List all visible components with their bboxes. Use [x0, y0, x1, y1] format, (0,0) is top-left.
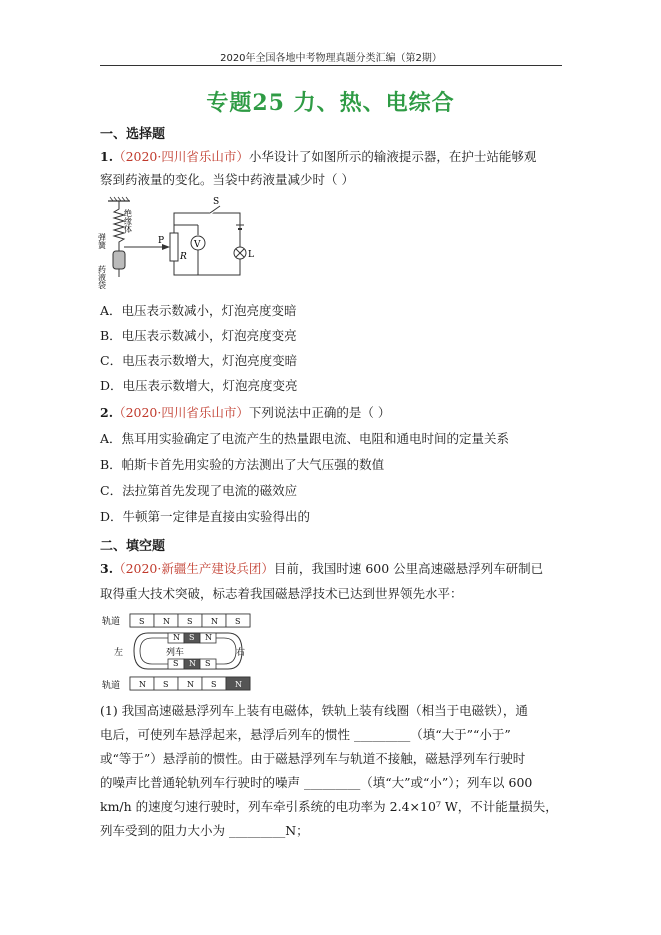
train-top-pole-label: N [173, 633, 180, 642]
track-top-pole-label: S [139, 617, 145, 626]
track-bottom-pole-label: S [211, 680, 217, 689]
track-bottom-pole-label: N [235, 680, 242, 689]
track-bottom-pole-label: S [163, 680, 169, 689]
track-bottom-pole-label: N [139, 680, 146, 689]
label-track-bottom: 轨道 [102, 681, 121, 691]
header-rule [100, 65, 562, 66]
q3-line-2: 取得重大技术突破，标志着我国磁悬浮技术已达到世界领先水平： [100, 586, 463, 601]
q2-option-a: A．焦耳用实验确定了电流产生的热量跟电流、电阻和通电时间的定量关系 [100, 431, 510, 446]
label-V: V [194, 240, 201, 250]
page-header: 2020年全国各地中考物理真题分类汇编（第2期） [220, 53, 442, 64]
label-bag: 药液袋 [97, 265, 107, 289]
label-L: L [248, 250, 254, 260]
q1-text-a: 小华设计了如图所示的输液提示器，在护士站能够观 [248, 149, 537, 164]
label-spring: 弹簧 [97, 233, 107, 249]
q3-line-1 [100, 561, 543, 577]
train-top-pole-label: N [205, 633, 212, 642]
q3-source: （2020·新疆生产建设兵团） [113, 561, 274, 576]
q1-circuit-figure [97, 195, 254, 289]
train-top-pole-label: S [189, 633, 195, 642]
track-top-pole-label: N [211, 617, 218, 626]
track-top-pole-label: S [235, 617, 241, 626]
page-title: 专题25 力、热、电综合 [206, 90, 455, 116]
q2-text: 下列说法中正确的是（ ） [248, 405, 391, 420]
q2-line-1 [100, 405, 390, 421]
section-choice-heading: 一、选择题 [100, 127, 166, 142]
q2-option-c: C．法拉第首先发现了电流的磁效应 [100, 483, 298, 498]
q3-number: 3. [100, 561, 114, 576]
q1-number: 1. [100, 149, 114, 164]
q2-source: （2020·四川省乐山市） [113, 405, 249, 420]
train-bottom-pole-label: S [173, 659, 179, 668]
q3-sub1-line-4: 的噪声比普通轮轨列车行驶时的噪声 _________（填“大”或“小”）；列车以 600 [100, 775, 533, 790]
track-bottom-pole-label: N [187, 680, 194, 689]
track-top-pole-label: N [163, 617, 170, 626]
q3-maglev-figure [100, 611, 250, 693]
label-track-top: 轨道 [102, 617, 121, 627]
section-fill-heading: 二、填空题 [100, 539, 166, 554]
label-train: 列车 [166, 648, 185, 658]
label-P: P [158, 236, 165, 246]
q3-sub1-line-6: 列车受到的阻力大小为 _________N； [100, 823, 309, 838]
label-S: S [213, 197, 220, 207]
q1-line-2: 察到药液量的变化。当袋中药液量减少时（ ） [100, 172, 354, 187]
q3-text-a: 目前，我国时速 600 公里高速磁悬浮列车研制已 [273, 561, 544, 576]
train-bottom-pole-label: N [189, 659, 196, 668]
q2-option-b: B．帕斯卡首先用实验的方法测出了大气压强的数值 [100, 457, 385, 472]
track-top-pole-label: S [187, 617, 193, 626]
q1-option-d: D．电压表示数增大，灯泡亮度变亮 [100, 378, 298, 393]
q3-sub1-line-3: 或“等于”）悬浮前的惯性。由于磁悬浮列车与轨道不接触，磁悬浮列车行驶时 [100, 751, 526, 766]
q1-option-a: A．电压表示数减小，灯泡亮度变暗 [100, 303, 297, 318]
q1-option-c: C．电压表示数增大，灯泡亮度变暗 [100, 353, 298, 368]
label-right: 右 [236, 648, 246, 658]
q1-line-1 [100, 149, 536, 165]
q2-number: 2. [100, 405, 114, 420]
q3-sub1-line-2: 电后，可使列车悬浮起来，悬浮后列车的惯性 _________（填“大于”“小于” [100, 727, 511, 742]
q2-option-d: D．牛顿第一定律是直接由实验得出的 [100, 509, 311, 524]
q3-sub1-line-5: km/h 的速度匀速行驶时，列车牵引系统的电功率为 2.4×10⁷ W，不计能量损失， [100, 799, 558, 814]
train-bottom-pole-label: S [205, 659, 211, 668]
q3-sub1-line-1: (1) 我国高速磁悬浮列车上装有电磁体，铁轨上装有线圈（相当于电磁铁），通 [100, 703, 528, 718]
label-insulator: 绝缘体 [123, 209, 133, 233]
label-left: 左 [114, 648, 124, 658]
label-R: R [180, 252, 187, 262]
q1-option-b: B．电压表示数减小，灯泡亮度变亮 [100, 328, 297, 343]
q1-source: （2020·四川省乐山市） [113, 149, 249, 164]
